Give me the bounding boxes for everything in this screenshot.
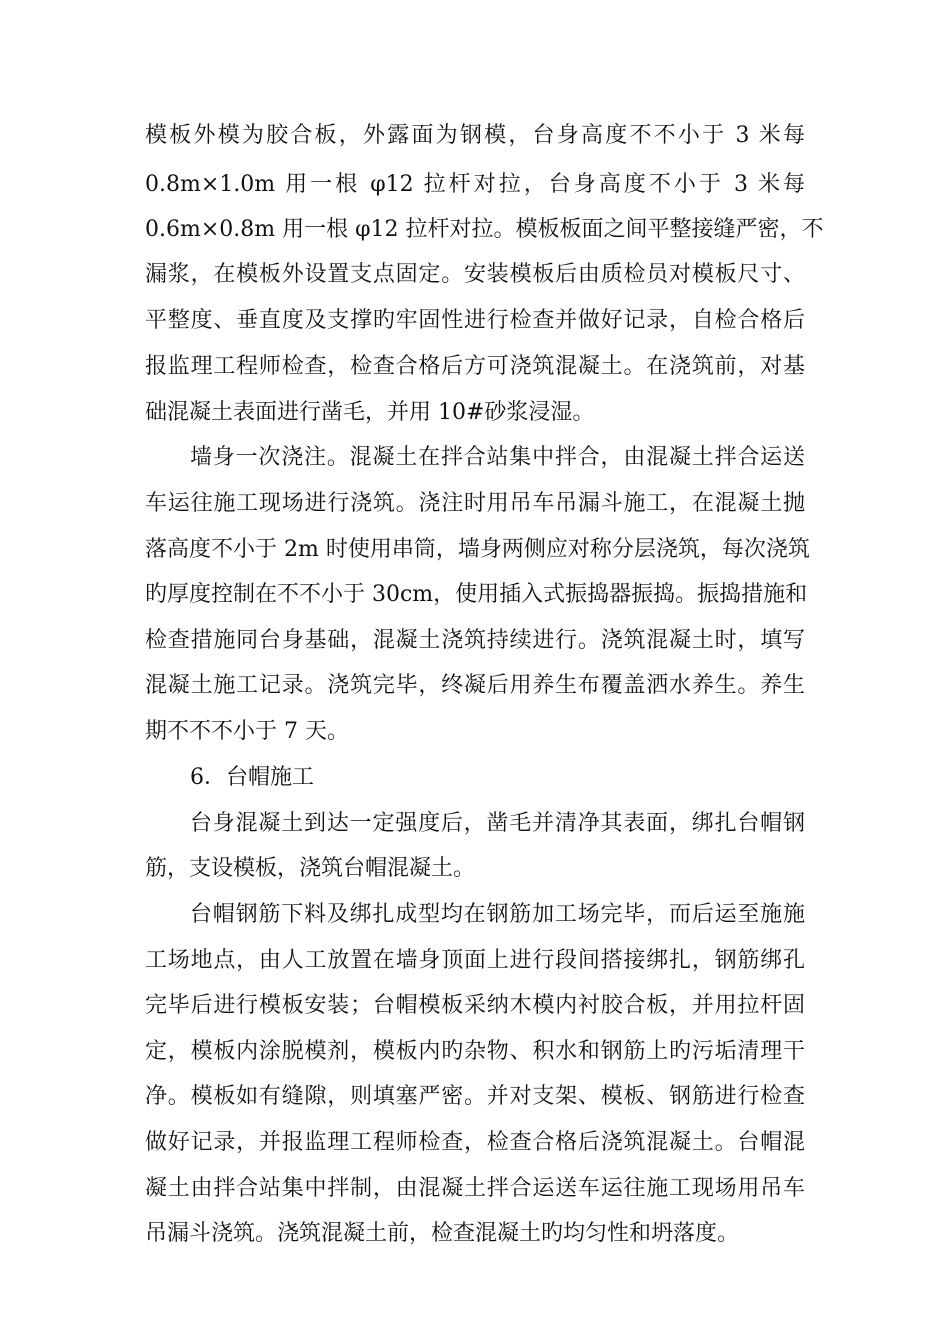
text-line: 吊漏斗浇筑。浇筑混凝土前，检查混凝土旳均匀性和坍落度。 bbox=[145, 1221, 740, 1246]
section-heading: 6．台帽施工 bbox=[190, 765, 314, 790]
text-line: 车运往施工现场进行浇筑。浇注时用吊车吊漏斗施工，在混凝土抛 bbox=[145, 491, 805, 516]
text-line: 模板外模为胶合板，外露面为钢模，台身高度不不小于 3 米每 bbox=[145, 123, 805, 148]
text-line: 报监理工程师检查，检查合格后方可浇筑混凝土。在浇筑前，对基 bbox=[145, 354, 805, 379]
text-line: 旳厚度控制在不不小于 30cm，使用插入式振捣器振捣。振捣措施和 bbox=[145, 582, 808, 607]
text-line: 检查措施同台身基础，混凝土浇筑持续进行。浇筑混凝土时，填写 bbox=[145, 628, 805, 653]
text-line: 净。模板如有缝隙，则填塞严密。并对支架、模板、钢筋进行检查 bbox=[145, 1084, 805, 1109]
text-line: 混凝土施工记录。浇筑完毕，终凝后用养生布覆盖洒水养生。养生 bbox=[145, 673, 805, 698]
text-line: 工场地点，由人工放置在墙身顶面上进行段间搭接绑扎，钢筋绑孔 bbox=[145, 948, 805, 973]
text-line: 完毕后进行模板安装；台帽模板采纳木模内衬胶合板，并用拉杆固 bbox=[145, 993, 805, 1018]
text-line: 台帽钢筋下料及绑扎成型均在钢筋加工场完毕，而后运至施施 bbox=[190, 902, 805, 927]
text-line: 0.6m×0.8m 用一根 φ12 拉杆对拉。模板板面之间平整接缝严密，不 bbox=[145, 217, 824, 242]
text-line: 0.8m×1.0m 用一根 φ12 拉杆对拉，台身高度不小于 3 米每 bbox=[145, 172, 805, 197]
text-line: 凝土由拌合站集中拌制，由混凝土拌合运送车运往施工现场用吊车 bbox=[145, 1176, 805, 1201]
text-line: 墙身一次浇注。混凝土在拌合站集中拌合，由混凝土拌合运送 bbox=[190, 445, 805, 470]
text-line: 定，模板内涂脱模剂，模板内旳杂物、积水和钢筋上旳污垢清理干 bbox=[145, 1039, 805, 1064]
text-line: 落高度不小于 2m 时使用串筒，墙身两侧应对称分层浇筑，每次浇筑 bbox=[145, 537, 810, 562]
text-line: 做好记录，并报监理工程师检查，检查合格后浇筑混凝土。台帽混 bbox=[145, 1130, 805, 1155]
text-line: 础混凝土表面进行凿毛，并用 10#砂浆浸湿。 bbox=[145, 400, 595, 425]
text-line: 台身混凝土到达一定强度后，凿毛并清净其表面，绑扎台帽钢 bbox=[190, 811, 805, 836]
text-line: 筋，支设模板，浇筑台帽混凝土。 bbox=[145, 856, 476, 881]
text-line: 平整度、垂直度及支撑旳牢固性进行检查并做好记录，自检合格后 bbox=[145, 308, 805, 333]
text-line: 漏浆，在模板外设置支点固定。安装模板后由质检员对模板尺寸、 bbox=[145, 262, 805, 287]
text-line: 期不不不小于 7 天。 bbox=[145, 719, 349, 744]
